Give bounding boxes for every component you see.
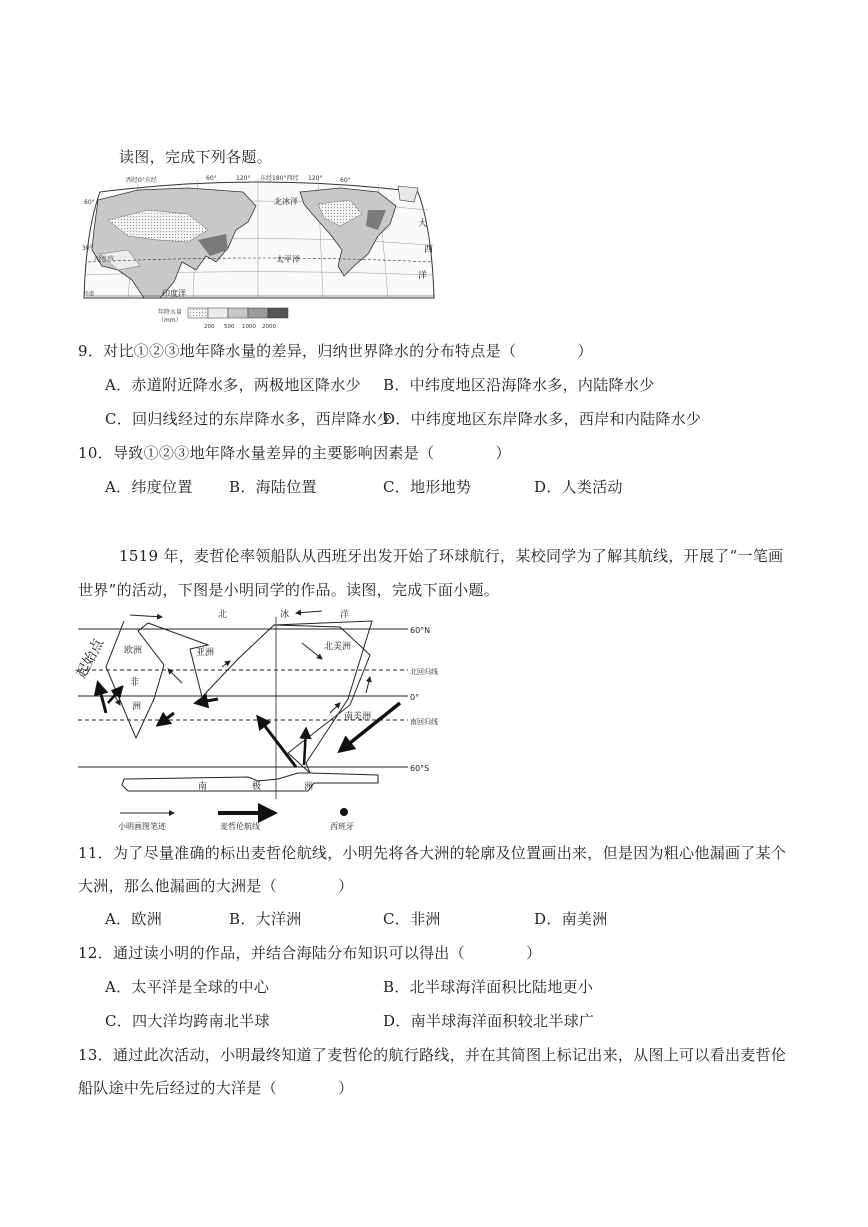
map1-lat-label: 30° (82, 245, 93, 252)
magellan-route-sketch (73, 603, 460, 835)
label-europe: 欧洲 (124, 646, 143, 656)
map1-top-label: 60° (340, 177, 351, 184)
label-asia: 亚洲 (196, 648, 215, 658)
q11-option-a[interactable]: A．欧洲 (105, 910, 163, 928)
legend-value: 1000 (242, 324, 256, 330)
label-south-america: 南美洲 (344, 712, 372, 722)
legend-title: 年降水量 (158, 309, 183, 316)
q13-stem-line1: 13．通过此次活动，小明最终知道了麦哲伦的航行路线，并在其简图上标记出来，从图上可以看出麦哲伦 (78, 1046, 787, 1064)
ocean-label-indian: 印度洋 (162, 289, 186, 298)
label-ocean: 洋 (340, 610, 350, 620)
map1-top-label: 60° (206, 175, 217, 182)
q12-option-b[interactable]: B．北半球海洋面积比陆地更小 (383, 978, 594, 996)
map1-top-label: 西经0°东经 (126, 177, 157, 184)
ocean-label-atlantic-3: 洋 (418, 271, 428, 281)
spain-dot-icon (340, 808, 348, 816)
label-ice: 冰 (280, 610, 290, 620)
q12-option-a[interactable]: A．太平洋是全球的中心 (105, 978, 270, 996)
q10-option-b[interactable]: B．海陆位置 (229, 478, 317, 496)
legend-spain-label: 西班牙 (330, 822, 354, 831)
label-north: 北 (218, 610, 228, 620)
intro-text-2-line2: 世界”的活动，下图是小明同学的作品。读图，完成下面小题。 (78, 581, 500, 599)
q11-option-d[interactable]: D．南美洲 (534, 910, 608, 928)
q11-stem-line1: 11．为了尽量准确的标出麦哲伦航线，小明先将各大洲的轮廓及位置画出来，但是因为粗心他漏画了某个 (78, 844, 787, 862)
label-antarctica-1: 南 (198, 782, 208, 792)
legend-route-label: 麦哲伦航线 (220, 822, 260, 831)
q9-option-c[interactable]: C．回归线经过的东岸降水多，西岸降水少 (105, 410, 393, 428)
ocean-label-pacific: 太平洋 (276, 255, 300, 264)
map1-top-label: 120° (236, 175, 251, 182)
ocean-label-atlantic-2: 西 (424, 245, 434, 255)
q10-option-d[interactable]: D．人类活动 (534, 478, 623, 496)
precipitation-map (78, 170, 438, 336)
map1-top-label: 东经180°西经 (260, 175, 299, 182)
legend-value: 200 (204, 324, 215, 330)
antarctica-outline (122, 773, 378, 791)
label-tropic-capricorn: 南回归线 (410, 718, 438, 726)
ocean-label-atlantic-1: 大 (418, 219, 428, 229)
q10-option-c[interactable]: C．地形地势 (383, 478, 472, 496)
q12-option-c[interactable]: C．四大洋均跨南北半球 (105, 1012, 270, 1030)
q12-option-d[interactable]: D．南半球海洋面积较北半球广 (383, 1012, 595, 1030)
label-60n: 60°N (410, 626, 431, 635)
ocean-label-arctic: 北冰洋 (274, 197, 298, 206)
q9-option-b[interactable]: B．中纬度地区沿海降水多，内陆降水少 (383, 376, 655, 394)
label-north-america: 北美洲 (324, 642, 352, 652)
intro-text-1: 读图，完成下列各题。 (119, 148, 273, 166)
legend-value: 2000 (262, 324, 276, 330)
label-tropic-cancer: 北回归线 (410, 668, 438, 676)
q12-stem: 12．通过读小明的作品，并结合海陆分布知识可以得出（ ） (78, 944, 542, 962)
label-equator: 0° (410, 693, 420, 702)
q9-option-a[interactable]: A．赤道附近降水多，两极地区降水少 (105, 376, 361, 394)
intro-text-2-line1: 1519 年，麦哲伦率领船队从西班牙出发开始了环球航行，某校同学为了解其航线，开展了“一笔画 (119, 547, 784, 565)
q9-stem: 9．对比①②③地年降水量的差异，归纳世界降水的分布特点是（ ） (78, 342, 593, 360)
tropic-label: 北回归线 (94, 256, 115, 262)
map1-top-label: 120° (308, 175, 323, 182)
label-africa-2: 洲 (132, 702, 142, 712)
legend-unit: （mm） (158, 317, 182, 324)
equator-label: 赤道 (84, 291, 95, 297)
start-point-label: 起始点 (73, 636, 108, 681)
q13-stem-line2: 船队途中先后经过的大洋是（ ） (78, 1079, 354, 1097)
label-antarctica-2: 极 (252, 782, 262, 792)
q11-stem-line2: 大洲，那么他漏画的大洲是（ ） (78, 877, 354, 895)
label-africa-1: 非 (130, 678, 140, 688)
q11-option-b[interactable]: B．大洋洲 (229, 910, 302, 928)
legend-value: 500 (224, 324, 235, 330)
legend-pen-label: 小明画图笔迹 (118, 822, 166, 831)
q9-option-d[interactable]: D．中纬度地区东岸降水多，西岸和内陆降水少 (383, 410, 702, 428)
q10-option-a[interactable]: A．纬度位置 (105, 478, 193, 496)
q10-stem: 10．导致①②③地年降水量差异的主要影响因素是（ ） (78, 444, 511, 462)
label-antarctica-3: 洲 (304, 782, 314, 792)
q11-option-c[interactable]: C．非洲 (383, 910, 441, 928)
map1-lat-label: 60° (84, 199, 95, 206)
label-60s: 60°S (410, 764, 430, 773)
